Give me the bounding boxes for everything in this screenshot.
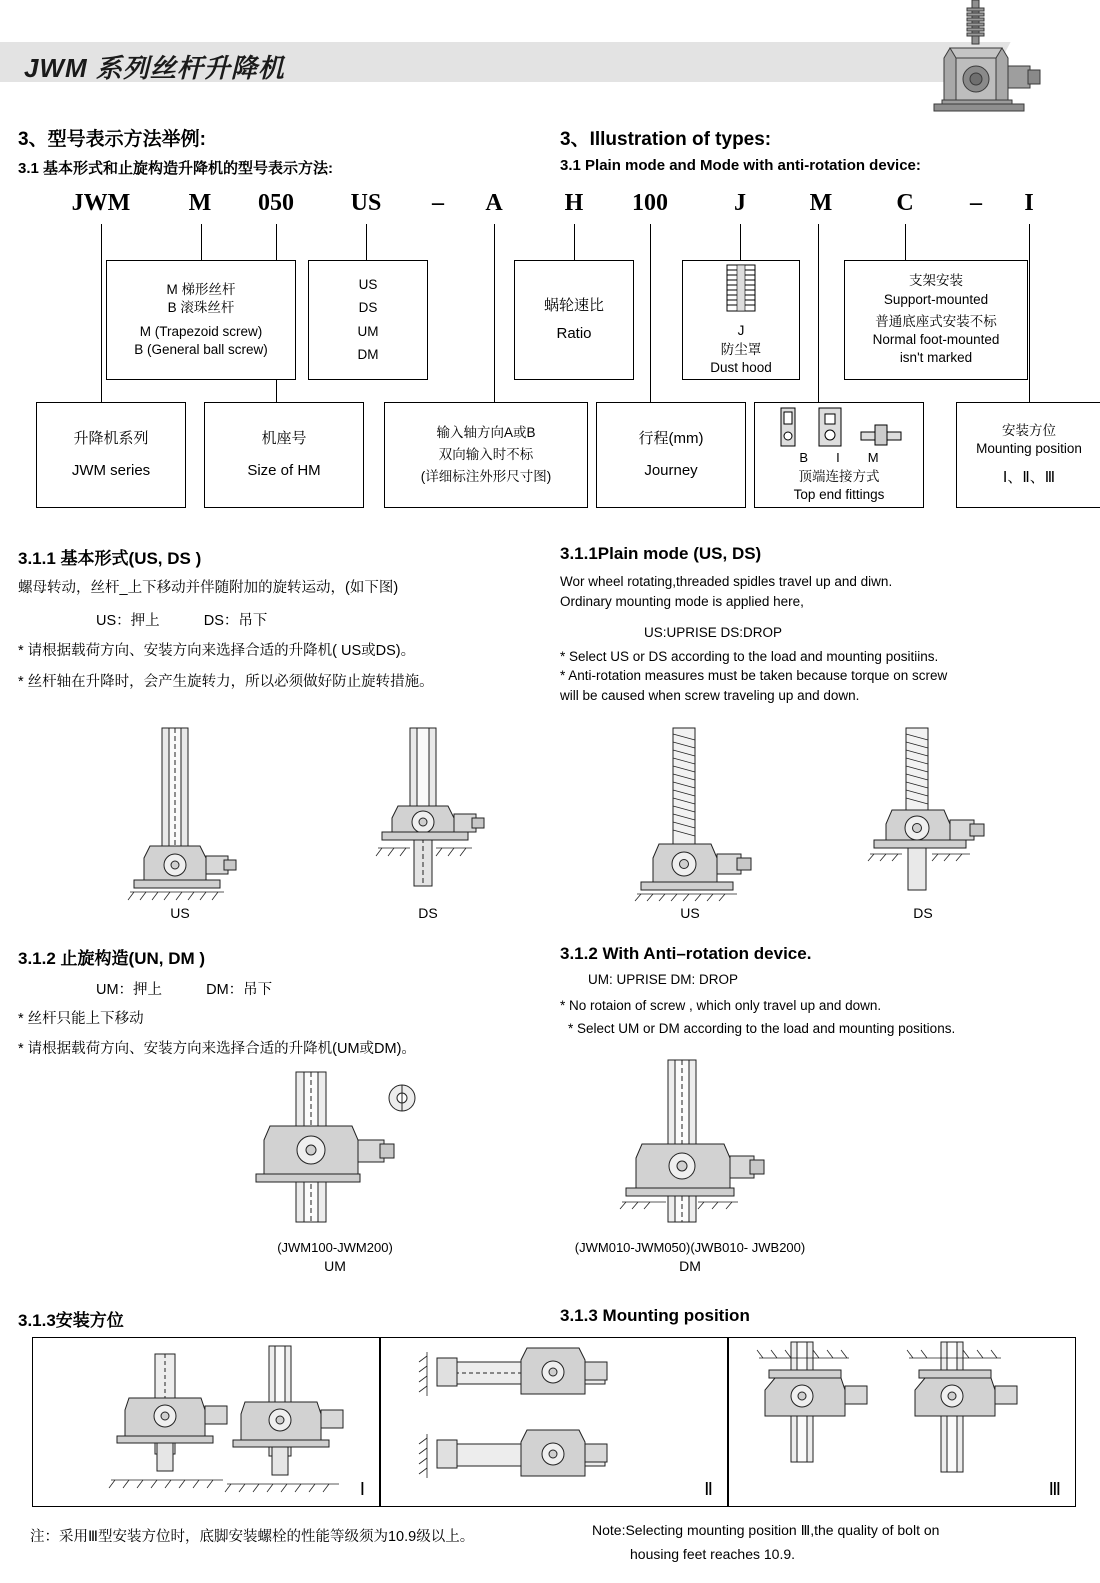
code-cell-mount-pos: I [1024,190,1034,216]
s312-cn-heading: 3.1.2 止旋构造(UN, DM ) [18,949,206,968]
s311-cn-line3: * 请根据载荷方向、安装方向来选择合适的升降机( US或DS)。 [18,642,416,659]
screw-type-line4: B (General ball screw) [134,342,268,358]
code-cell-screw-type: M [188,190,212,216]
box-input-direction [384,402,588,508]
top-end-cn: 顶端连接方式 [798,469,880,485]
top-end-en: Top end fittings [793,487,885,503]
leader-line [740,224,741,260]
box-top-end-fittings [754,402,924,508]
figure-ds-plain [368,726,488,907]
screw-jack-illustration [912,0,1042,118]
code-cell-size: 050 [258,190,294,216]
top-end-codes [799,449,878,467]
input-dir-line3: (详细标注外形尺寸图) [420,469,552,485]
mount-style-line2: Support-mounted [883,291,989,307]
mounting-panel-label-3: Ⅲ [1048,1479,1061,1499]
section3-right-heading [560,124,1090,174]
s311-ds-label: DS：吊下 [203,612,268,629]
section313-left [18,1300,558,1331]
s312-en-line2: * No rotaion of screw , which only travel up and down. [560,997,882,1013]
series-cn: 升降机系列 [73,429,149,447]
s311-cn-line1: 螺母转动，丝杆_上下移动并伴随附加的旋转运动，(如下图) [18,580,399,596]
note-en-line1: Note:Selecting mounting position Ⅲ,the quality of bolt on [592,1522,940,1538]
ratio-en: Ratio [556,325,592,342]
s313-cn-heading: 3.1.3安装方位 [18,1311,124,1330]
s311-us-label: US：押上 [96,612,160,629]
s311-cn-line2 [18,609,558,630]
section3-left-heading [18,124,558,178]
s312-cn-line3: * 请根据载荷方向、安装方向来选择合适的升降机(UM或DM)。 [18,1040,416,1057]
dust-hood-code: J [737,323,745,339]
section3-en-title: 3、Illustration of types: [560,129,772,150]
top-end-fittings-icons [775,406,903,448]
mode-ds: DS [358,300,378,316]
code-cell-dust-hood: J [734,190,746,216]
s313-en-heading: 3.1.3 Mounting position [560,1306,750,1325]
mount-style-line3: 普通底座式安装不标 [875,313,997,329]
mount-style-line1: 支架安装 [909,273,963,289]
figure-um [250,1068,420,1233]
type-code-diagram [18,190,1082,530]
leader-line [366,224,367,260]
box-ratio [514,260,634,380]
figure-caption-ds-plain: DS [418,905,438,921]
top-end-code-i: I [836,449,840,465]
code-cell-journey: 100 [632,190,668,216]
ratio-cn: 蜗轮速比 [543,296,604,314]
figure-caption-um: UM [324,1258,346,1274]
leader-line [101,224,102,402]
mode-us: US [358,277,378,293]
mode-dm: DM [357,346,379,362]
figure-caption-us-plain: US [170,905,190,921]
dust-hood-cn: 防尘罩 [720,341,762,357]
s311-en-line3: US:UPRISE DS:DROP [644,625,783,641]
box-series [36,402,186,508]
s311-en-line5: * Anti-rotation measures must be taken because torque on screw [560,668,948,684]
section311-left [18,538,558,693]
mount-pos-en: Mounting position [976,440,1082,456]
top-end-code-m: M [867,449,879,465]
s311-cn-heading: 3.1.1 基本形式(US, DS ) [18,549,202,568]
mounting-panel-label-2: Ⅱ [704,1479,713,1499]
s311-en-line6: will be caused when screw traveling up and down. [560,687,860,703]
figure-model-dm: (JWM010-JWM050)(JWB010- JWB200) [574,1240,806,1255]
figure-us-plain [120,726,240,907]
s312-um-label: UM：押上 [96,982,163,998]
leader-line [905,224,906,260]
mounting-panel-2 [380,1337,728,1507]
leader-line [201,224,202,260]
section312-left [18,938,558,1061]
section312-right [560,938,1090,1039]
screw-type-line3: M (Trapezoid screw) [139,324,263,339]
figure-us-plain-detail [625,726,755,907]
s312-en-line1: UM: UPRISE DM: DROP [588,972,739,987]
box-journey [596,402,746,508]
figure-dm [608,1058,768,1233]
journey-en: Journey [644,462,698,479]
leader-line [818,224,819,402]
series-en: JWM series [71,462,151,479]
figure-caption-ds-detail: DS [913,905,933,921]
page-title: JWM 系列丝杆升降机 [24,53,285,83]
s311-en-line1: Wor wheel rotating,threaded spidles travel up and diwn. [560,574,893,589]
code-cell-dash1: – [432,190,444,216]
box-screw-type [106,260,296,380]
mount-style-line4: Normal foot-mounted [872,332,1000,348]
mount-pos-values: Ⅰ、Ⅱ、Ⅲ [1002,470,1056,487]
screw-type-line1: M 梯形丝杆 [166,281,236,297]
box-dust-hood [682,260,800,380]
code-cell-input-dir: A [485,190,503,216]
box-mounting-position [956,402,1100,508]
s311-cn-line4: * 丝杆轴在升降时，会产生旋转力，所以必须做好防止旋转措施。 [18,673,434,690]
page-header [0,0,1100,120]
leader-line [650,224,651,402]
figure-caption-us-detail: US [680,905,700,921]
input-dir-line1: 输入轴方向A或B [436,424,536,440]
section313-right [560,1300,1090,1326]
s312-en-heading: 3.1.2 With Anti–rotation device. [560,944,812,963]
input-dir-line2: 双向输入时不标 [438,446,534,462]
box-mode [308,260,428,380]
note-en-line2: housing feet reaches 10.9. [630,1546,796,1562]
note-cn: 注：采用Ⅲ型安装方位时，底脚安装螺栓的性能等级须为10.9级以上。 [30,1529,475,1545]
leader-line [494,224,495,402]
s312-cn-line1 [18,978,558,999]
code-cell-mode: US [350,190,382,216]
screw-type-line2: B 滚珠丝杆 [167,299,235,315]
mount-pos-cn: 安装方位 [1002,422,1056,438]
figure-caption-dm: DM [679,1258,701,1274]
s312-dm-label: DM：吊下 [206,982,273,998]
size-en: Size of HM [247,462,321,479]
box-size [204,402,364,508]
section3-cn-title: 3、型号表示方法举例: [18,129,206,150]
box-mount-style [844,260,1028,380]
leader-line [1029,224,1030,402]
figure-ds-plain-detail [858,726,988,907]
s311-en-heading: 3.1.1Plain mode (US, DS) [560,544,762,563]
code-cell-series: JWM [71,190,131,216]
dust-hood-en: Dust hood [710,359,772,375]
journey-cn: 行程(mm) [638,429,704,447]
mode-um: UM [357,323,379,339]
s312-en-line3: * Select UM or DM according to the load and mounting positions. [568,1021,956,1037]
section31-en-subtitle: 3.1 Plain mode and Mode with anti-rotation device: [560,157,921,174]
figure-model-um: (JWM100-JWM200) [277,1240,393,1255]
mount-style-line5: isn't marked [899,350,973,366]
top-end-code-b: B [799,449,809,465]
s312-cn-line2: * 丝杆只能上下移动 [18,1011,144,1027]
mounting-panel-3 [728,1337,1076,1507]
leader-line [574,224,575,260]
s311-en-line2: Ordinary mounting mode is applied here, [560,593,804,609]
section31-cn-subtitle: 3.1 基本形式和止旋构造升降机的型号表示方法: [18,160,334,177]
mounting-panel-1 [32,1337,380,1507]
code-cell-top-end: M [809,190,833,216]
code-cell-ratio: H [564,190,584,216]
mounting-panel-label-1: Ⅰ [359,1479,365,1499]
dust-hood-icon [721,263,761,320]
s311-en-line4: * Select US or DS according to the load and mounting positiins. [560,648,939,664]
size-cn: 机座号 [261,429,307,447]
code-cell-mount-style: C [896,190,914,216]
section311-right [560,538,1090,705]
code-cell-dash2: – [970,190,982,216]
